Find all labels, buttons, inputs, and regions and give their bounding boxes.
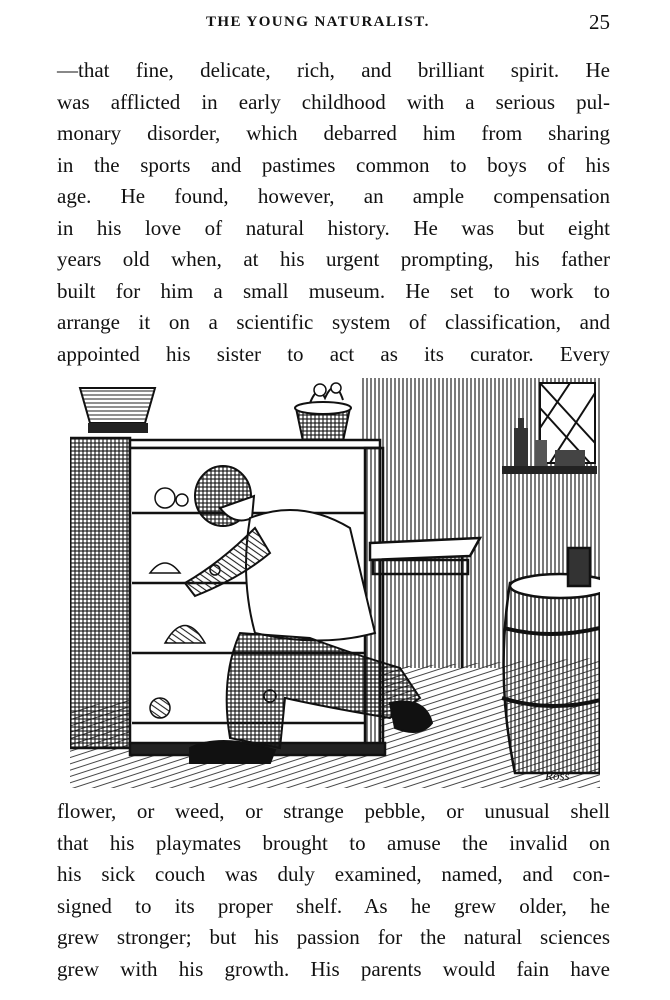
bottom-paragraph [57,796,610,985]
page-header [0,8,670,38]
page-number: 25 [589,10,610,34]
text-line: years old when, at his urgent prompting, his father [57,247,610,271]
barrel [502,548,600,773]
artist-signature: Ross [545,768,570,783]
engraving-illustration [70,378,600,788]
running-head: THE YOUNG NATURALIST. [206,14,430,30]
flower-pot [295,383,351,446]
text-line: grew stronger; but his passion for the natural sciences [57,925,610,949]
text-line: in the sports and pastimes common to boys of his [57,152,610,177]
text-line: that his playmates brought to amuse the invalid on [57,830,610,855]
text-line: signed to its proper shelf. As he grew older, he [57,893,610,918]
text-line: appointed his sister to act as its curator. Every [57,341,610,366]
text-line: arrange it on a scientific system of classification, and [57,310,610,334]
text-line: in his love of natural history. He was but eight [57,215,610,240]
text-line: —that fine, delicate, rich, and brilliant spirit. He [57,58,610,82]
text-line: his sick couch was duly examined, named, and con- [57,862,610,886]
text-line: flower, or weed, or strange pebble, or unusual shell [57,799,610,823]
engraving-boy-at-museum-cabinet [70,378,600,788]
text-line: grew with his growth. His parents would fain have [57,956,610,981]
text-line: monary disorder, which debarred him from sharing [57,121,610,145]
text-line: age. He found, however, an ample compensation [57,184,610,208]
top-paragraph [57,55,610,370]
text-line: built for him a small museum. He set to work to [57,278,610,303]
text-line: was afflicted in early childhood with a serious pul- [57,89,610,114]
urn-vase [80,388,155,433]
